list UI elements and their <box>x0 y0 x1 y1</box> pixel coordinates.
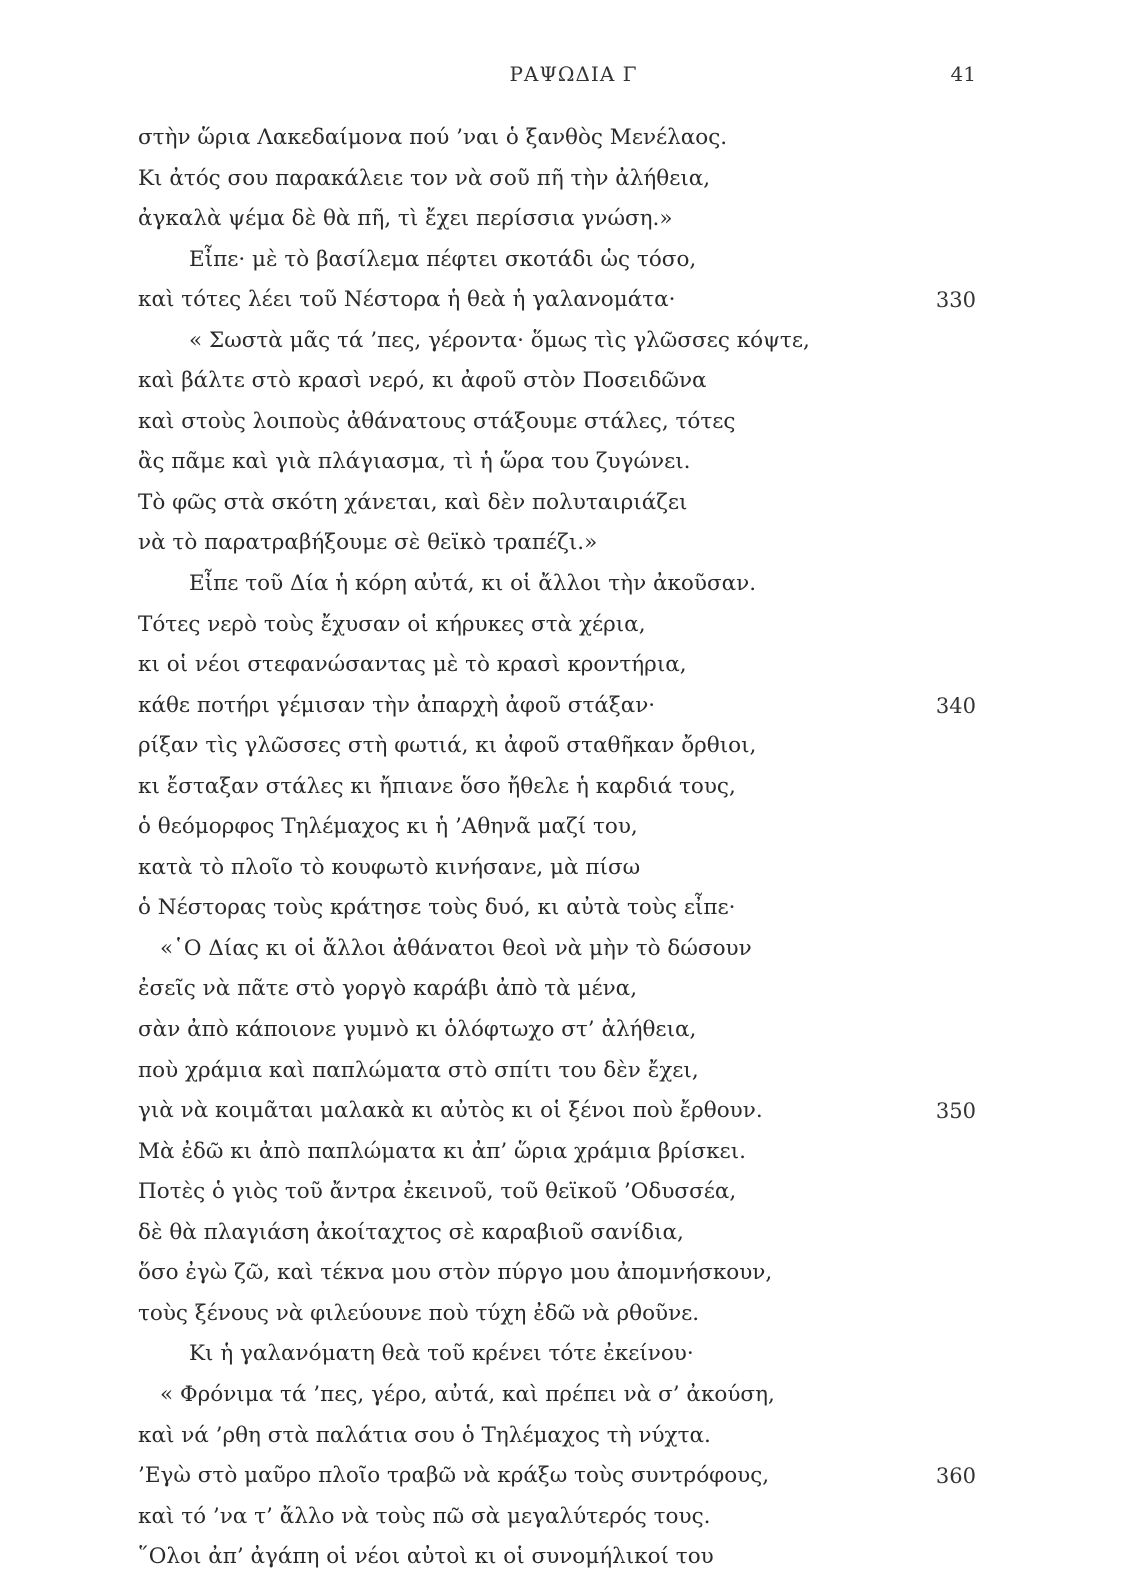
verse-line <box>138 240 998 281</box>
verse-text: Μὰ ἐδῶ κι ἀπὸ παπλώματα κι ἀπ’ ὥρια χράμια βρίσκει. <box>138 1138 746 1164</box>
verse-line <box>138 1132 998 1173</box>
verse-text: «῾Ο Δίας κι οἱ ἄλλοι ἀθάνατοι θεοὶ νὰ μὴν τὸ δώσουν <box>160 935 752 961</box>
verse-line <box>138 1334 998 1375</box>
verse-text: κι οἱ νέοι στεφανώσαντας μὲ τὸ κρασὶ κροντήρια, <box>138 652 687 678</box>
verse-text: σὰν ἀπὸ κάποιονε γυμνὸ κι ὁλόφτωχο στ’ ἀλήθεια, <box>138 1017 697 1043</box>
verse-line <box>138 969 998 1010</box>
verse-line <box>138 929 998 970</box>
verse-text: καὶ τότες λέει τοῦ Νέστορα ἡ θεὰ ἡ γαλανομάτα· <box>138 287 676 313</box>
verse-line <box>138 1456 998 1497</box>
verse-line <box>138 564 998 605</box>
verse-line <box>138 1375 998 1416</box>
verse-line <box>138 1497 998 1538</box>
verse-text: Ποτὲς ὁ γιὸς τοῦ ἄντρα ἐκεινοῦ, τοῦ θεϊκοῦ ’Οδυσσέα, <box>138 1179 737 1205</box>
verse-line <box>138 1091 998 1132</box>
verse-line <box>138 1213 998 1254</box>
verse-text: νὰ τὸ παρατραβήξουμε σὲ θεϊκὸ τραπέζι.» <box>138 530 598 556</box>
verse-text: Τὸ φῶς στὰ σκότη χάνεται, καὶ δὲν πολυταιριάζει <box>138 489 688 515</box>
verse-line <box>138 483 998 524</box>
verse-line <box>138 321 998 362</box>
verse-line <box>138 402 998 443</box>
verse-line <box>138 1172 998 1213</box>
line-number: 340 <box>935 693 976 718</box>
verse-text: « Φρόνιμα τά ’πες, γέρο, αὐτά, καὶ πρέπει νὰ σ’ ἀκούση, <box>160 1381 775 1407</box>
verse-text: ὁ Νέστορας τοὺς κράτησε τοὺς δυό, κι αὐτὰ τοὺς εἶπε· <box>138 895 736 921</box>
verse-text: Κι ἡ γαλανόματη θεὰ τοῦ κρένει τότε ἐκείνου· <box>189 1341 694 1367</box>
verse-text: Τότες νερὸ τοὺς ἔχυσαν οἱ κήρυκες στὰ χέρια, <box>138 611 646 637</box>
line-number: 360 <box>935 1464 976 1489</box>
verse-line <box>138 361 998 402</box>
verse-line <box>138 159 998 200</box>
verse-line <box>138 767 998 808</box>
verse-text: κι ἔσταξαν στάλες κι ἤπιανε ὅσο ἤθελε ἡ καρδιά τους, <box>138 773 736 799</box>
verse-text: καὶ νά ’ρθη στὰ παλάτια σου ὁ Τηλέμαχος τὴ νύχτα. <box>138 1422 711 1448</box>
verse-text: ῞Ολοι ἀπ’ ἀγάπη οἱ νέοι αὐτοὶ κι οἱ συνομήλικοί του <box>138 1544 714 1570</box>
verse-text: γιὰ νὰ κοιμᾶται μαλακὰ κι αὐτὸς κι οἱ ξένοι ποὺ ἔρθουν. <box>138 1098 763 1124</box>
verse-line <box>138 1294 998 1335</box>
verse-line <box>138 1253 998 1294</box>
running-title: ΡΑΨΩΔΙΑ Γ <box>509 62 638 86</box>
verse-text: ἀγκαλὰ ψέμα δὲ θὰ πῆ, τὶ ἔχει περίσσια γνώση.» <box>138 206 673 232</box>
verse-line <box>138 199 998 240</box>
verse-line <box>138 605 998 646</box>
verse-line <box>138 848 998 889</box>
verse-text: Εἶπε· μὲ τὸ βασίλεμα πέφτει σκοτάδι ὡς τόσο, <box>189 246 697 272</box>
verse-text: ἂς πᾶμε καὶ γιὰ πλάγιασμα, τὶ ἡ ὥρα του ζυγώνει. <box>138 449 691 475</box>
verse-line <box>138 1537 998 1578</box>
verse-line <box>138 1416 998 1457</box>
verse-line <box>138 686 998 727</box>
verse-text: Εἶπε τοῦ Δία ἡ κόρη αὐτά, κι οἱ ἄλλοι τὴν ἀκοῦσαν. <box>189 571 757 597</box>
verse-text: καὶ τό ’να τ’ ἄλλο νὰ τοὺς πῶ σὰ μεγαλύτερός τους. <box>138 1503 711 1529</box>
verse-text: καὶ βάλτε στὸ κρασὶ νερό, κι ἀφοῦ στὸν Ποσειδῶνα <box>138 368 707 394</box>
verse-text: ’Εγὼ στὸ μαῦρο πλοῖο τραβῶ νὰ κράξω τοὺς συντρόφους, <box>138 1463 770 1489</box>
verse-text: κατὰ τὸ πλοῖο τὸ κουφωτὸ κινήσανε, μὰ πίσω <box>138 854 641 880</box>
verse-line <box>138 645 998 686</box>
verse-line <box>138 807 998 848</box>
verse-text: τοὺς ξένους νὰ φιλεύουνε ποὺ τύχη ἐδῶ νὰ ρθοῦνε. <box>138 1300 700 1326</box>
verse-text: « Σωστὰ μᾶς τά ’πες, γέροντα· ὅμως τὶς γλῶσσες κόψτε, <box>189 327 810 353</box>
verse-line <box>138 523 998 564</box>
verse-text: κάθε ποτήρι γέμισαν τὴν ἀπαρχὴ ἀφοῦ στάξαν· <box>138 692 656 718</box>
verse-text: Κι ἀτός σου παρακάλειε τον νὰ σοῦ πῆ τὴν ἀλήθεια, <box>138 165 711 191</box>
verse-text: στὴν ὥρια Λακεδαίμονα πού ’ναι ὁ ξανθὸς Μενέλαος. <box>138 125 728 150</box>
verse-line <box>138 1051 998 1092</box>
verse-line <box>138 280 998 321</box>
line-number: 330 <box>935 288 976 313</box>
verse-line <box>138 118 998 159</box>
verse-line <box>138 442 998 483</box>
verse-text: καὶ στοὺς λοιποὺς ἀθάνατους στάξουμε στάλες, τότες <box>138 408 736 434</box>
verse-text: ὁ θεόμορφος Τηλέμαχος κι ἡ ’Αθηνᾶ μαζί του, <box>138 814 638 840</box>
verse-text: ρίξαν τὶς γλῶσσες στὴ φωτιά, κι ἀφοῦ σταθῆκαν ὄρθιοι, <box>138 733 757 759</box>
verse-text: ὅσο ἐγὼ ζῶ, καὶ τέκνα μου στὸν πύργο μου ἀπομνήσκουν, <box>138 1260 773 1286</box>
page-number: 41 <box>950 62 976 86</box>
verse-text: ἐσεῖς νὰ πᾶτε στὸ γοργὸ καράβι ἀπὸ τὰ μένα, <box>138 976 638 1002</box>
verse-line <box>138 888 998 929</box>
line-number: 350 <box>935 1099 976 1124</box>
verse-text: ποὺ χράμια καὶ παπλώματα στὸ σπίτι του δὲν ἔχει, <box>138 1057 699 1083</box>
verse-text: δὲ θὰ πλαγιάση ἀκοίταχτος σὲ καραβιοῦ σανίδια, <box>138 1219 684 1245</box>
verse-line <box>138 726 998 767</box>
verse-block <box>138 118 998 1578</box>
verse-line <box>138 1010 998 1051</box>
